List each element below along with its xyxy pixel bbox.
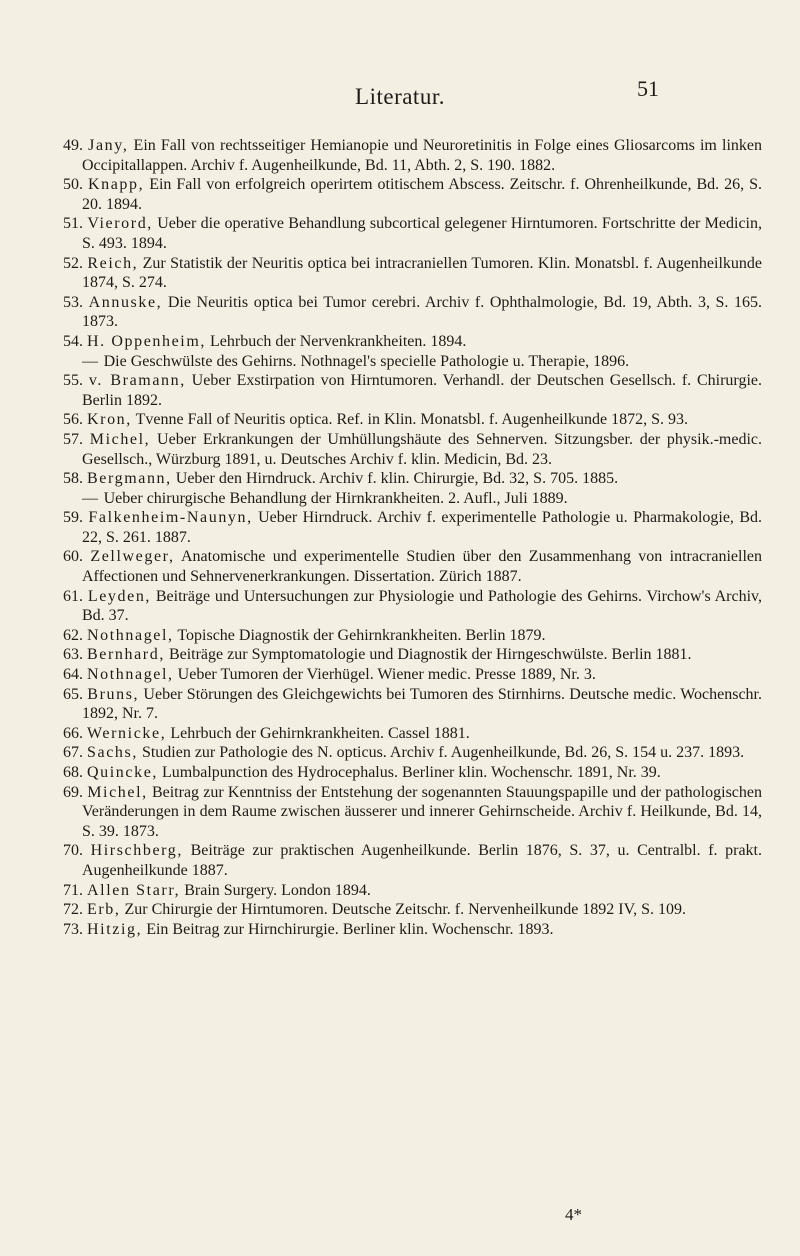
reference-author: Kron, (87, 411, 132, 429)
reference-text: Ein Beitrag zur Hirnchirurgie. Berliner klin. Wochenschr. 1893. (142, 920, 554, 938)
reference-text: Anatomische und experimentelle Studien über den Zusammenhang von intracraniellen Affectionen und Sehnervenerkrankungen. Dissertation. Zürich 1887. (82, 548, 763, 586)
reference-text: Beiträge zur praktischen Augenheilkunde. Berlin 1876, S. 37, u. Centralbl. f. prakt. Augenheilkunde 1887. (82, 842, 762, 879)
reference-author: Nothnagel, (87, 666, 174, 684)
reference-entry (63, 469, 762, 489)
reference-text: Ueber Störungen des Gleichgewichts bei Tumoren des Stirnhirns. Deutsche medic. Wochenschr. 1892, Nr. 7. (82, 685, 762, 723)
reference-number: 52. (63, 254, 83, 272)
reference-number: 69. (63, 783, 83, 801)
reference-number: 65. (63, 685, 83, 703)
reference-text: Ueber Tumoren der Vierhügel. Wiener medic. Presse 1889, Nr. 3. (173, 666, 596, 684)
reference-entry (63, 645, 762, 665)
reference-author: Jany, (88, 137, 129, 154)
reference-author: Annuske, (88, 293, 163, 311)
reference-author: Bruns, (87, 685, 140, 703)
reference-entry (63, 430, 762, 469)
reference-entry (63, 508, 762, 547)
reference-text: Lumbalpunction des Hydrocephalus. Berliner klin. Wochenschr. 1891, Nr. 39. (158, 764, 661, 781)
reference-number: 58. (63, 470, 83, 488)
reference-number: 61. (63, 587, 83, 605)
reference-entry (63, 685, 762, 724)
reference-author: Hirschberg, (90, 842, 183, 860)
reference-text: Beitrag zur Kenntniss der Entstehung der sogenannten Stauungspapille und der pathologischen Veränderungen in dem Raume zwischen äusserer und innerer Gehirnscheide. Archiv f. Heilkunde, Bd. 14, S. 39. 1873. (82, 783, 763, 840)
reference-number: 62. (63, 626, 83, 644)
page-number: 51 (637, 76, 659, 101)
reference-author: Michel, (89, 430, 151, 448)
reference-author: Sachs, (87, 744, 138, 762)
reference-author: Leyden, (87, 587, 152, 605)
reference-text: Die Geschwülste des Gehirns. Nothnagel's specielle Pathologie u. Therapie, 1896. (99, 352, 630, 370)
reference-author: Bernhard, (87, 646, 165, 664)
reference-text: Tvenne Fall of Neuritis optica. Ref. in Klin. Monatsbl. f. Augenheilkunde 1872, S. 93. (131, 411, 688, 429)
reference-number: 51. (63, 215, 83, 233)
reference-text: Ueber Erkrankungen der Umhüllungshäute des Sehnerven. Sitzungsber. der physik.-medic. Gesellsch., Würzburg 1891, u. Deutsches Archiv f. klin. Medicin, Bd. 23. (82, 430, 762, 468)
reference-number: 73. (63, 920, 83, 938)
reference-entry (63, 724, 762, 744)
reference-text: Ein Fall von erfolgreich operirtem otitischem Abscess. Zeitschr. f. Ohrenheilkunde, Bd. 26, S. 20. 1894. (82, 176, 762, 213)
reference-author: Erb, (87, 901, 121, 919)
reference-text: Die Neuritis optica bei Tumor cerebri. Archiv f. Ophthalmologie, Bd. 19, Abth. 3, S. 165. 1873. (82, 293, 763, 331)
reference-number: 53. (63, 293, 83, 311)
reference-number: 70. (63, 842, 83, 860)
reference-number: 49. (63, 137, 83, 154)
reference-author: Wernicke, (87, 724, 167, 742)
reference-number: 63. (63, 646, 83, 664)
reference-entry (63, 254, 762, 293)
reference-entry (63, 900, 762, 920)
reference-author: Reich, (87, 254, 139, 272)
reference-author: — (82, 352, 100, 370)
reference-text: Ueber den Hirndruck. Archiv f. klin. Chirurgie, Bd. 32, S. 705. 1885. (171, 470, 619, 488)
reference-author: Bergmann, (87, 470, 172, 488)
reference-number: 60. (63, 548, 83, 566)
reference-entry (63, 920, 762, 940)
reference-text: Zur Statistik der Neuritis optica bei intracraniellen Tumoren. Klin. Monatsbl. f. Augenheilkunde 1874, S. 274. (82, 254, 762, 292)
reference-number: 64. (63, 666, 83, 684)
reference-entry (63, 743, 762, 763)
reference-text: Ueber chirurgische Behandlung der Hirnkrankheiten. 2. Aufl., Juli 1889. (99, 489, 568, 507)
reference-text: Zur Chirurgie der Hirntumoren. Deutsche Zeitschr. f. Nervenheilkunde 1892 IV, S. 109. (120, 901, 687, 919)
reference-text: Ueber Hirndruck. Archiv f. experimentelle Pathologie u. Pharmakologie, Bd. 22, S. 261. 1887. (82, 509, 762, 546)
reference-number: 50. (63, 176, 83, 194)
reference-entry (63, 214, 762, 253)
reference-entry (63, 352, 762, 372)
reference-text: Topische Diagnostik der Gehirnkrankheiten. Berlin 1879. (173, 626, 546, 644)
reference-entry (63, 410, 762, 430)
reference-number: 66. (63, 724, 83, 742)
reference-text: Studien zur Pathologie des N. opticus. Archiv f. Augenheilkunde, Bd. 26, S. 154 u. 237. 1893. (137, 744, 745, 762)
reference-number: 72. (63, 901, 83, 919)
reference-text: Beiträge zur Symptomatologie und Diagnostik der Hirngeschwülste. Berlin 1881. (164, 646, 692, 664)
reference-entry (63, 332, 762, 352)
reference-entry (63, 489, 762, 509)
reference-number: 59. (63, 509, 83, 527)
reference-author: — (82, 489, 100, 507)
reference-entry (63, 587, 762, 626)
reference-text: Ein Fall von rechtsseitiger Hemianopie und Neuroretinitis in Folge eines Gliosarcoms im linken Occipitallappen. Archiv f. Augenheilkunde, Bd. 11, Abth. 2, S. 190. 1882. (82, 137, 762, 174)
reference-number: 56. (63, 411, 83, 429)
reference-text: Ueber Exstirpation von Hirntumoren. Verhandl. der Deutschen Gesellsch. f. Chirurgie. Berlin 1892. (82, 372, 762, 409)
reference-text: Lehrbuch der Nervenkrankheiten. 1894. (206, 332, 467, 350)
reference-number: 71. (63, 881, 83, 899)
reference-entry (63, 547, 762, 586)
reference-text: Beiträge und Untersuchungen zur Physiologie und Pathologie des Gehirns. Virchow's Archiv, Bd. 37. (82, 587, 763, 625)
reference-author: H. Oppenheim, (87, 332, 207, 350)
reference-author: Vierord, (87, 215, 153, 233)
reference-entry (63, 665, 762, 685)
reference-author: Hitzig, (87, 920, 143, 938)
reference-text: Brain Surgery. London 1894. (180, 881, 371, 899)
reference-author: Michel, (87, 783, 148, 801)
reference-number: 54. (63, 332, 83, 350)
reference-number: 55. (63, 372, 83, 390)
reference-entry (63, 783, 762, 842)
reference-entry (63, 763, 762, 783)
reference-author: Falkenheim-Naunyn, (88, 509, 253, 527)
reference-text: Ueber die operative Behandlung subcortical gelegener Hirntumoren. Fortschritte der Medicin, S. 493. 1894. (82, 215, 763, 252)
reference-author: Nothnagel, (87, 626, 174, 644)
reference-number: 57. (63, 430, 83, 448)
reference-entry (63, 626, 762, 646)
reference-number: 68. (63, 764, 83, 781)
reference-author: Zellweger, (90, 548, 175, 566)
reference-entry (63, 136, 762, 175)
reference-entry (63, 293, 762, 332)
reference-list (44, 136, 762, 939)
reference-entry (63, 881, 762, 901)
reference-text: Lehrbuch der Gehirnkrankheiten. Cassel 1881. (166, 724, 470, 742)
reference-entry (63, 175, 762, 214)
reference-entry (63, 841, 762, 880)
reference-author: v. Bramann, (88, 372, 186, 390)
reference-author: Knapp, (87, 176, 145, 194)
reference-entry (63, 371, 762, 410)
signature-mark: 4* (565, 1205, 582, 1224)
reference-number: 67. (63, 744, 83, 762)
running-header: Literatur. (355, 84, 445, 109)
reference-author: Quincke, (87, 764, 159, 781)
reference-author: Allen Starr, (87, 881, 181, 899)
